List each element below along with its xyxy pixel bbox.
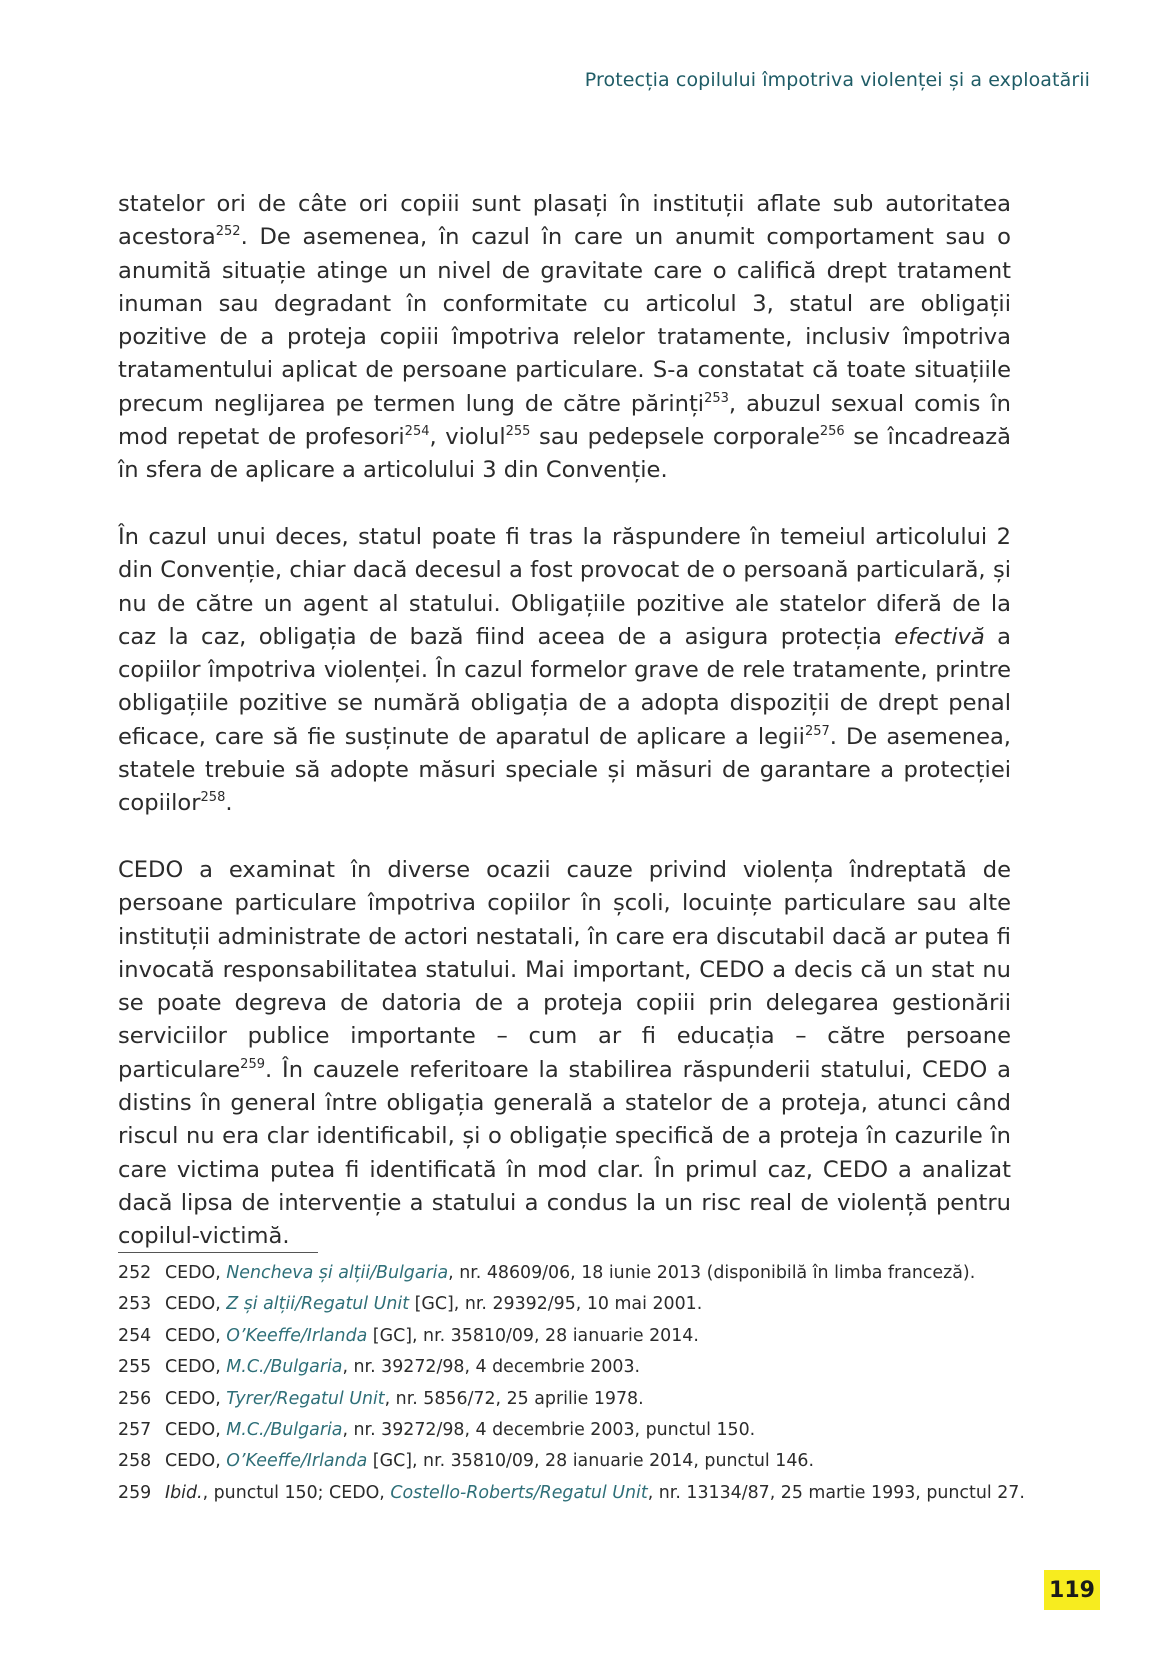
footnote-item bbox=[118, 1415, 1038, 1446]
case-name-link[interactable]: O’Keeffe/Irlanda bbox=[226, 1325, 368, 1346]
case-name-link[interactable]: Costello-Roberts/Regatul Unit bbox=[390, 1482, 648, 1503]
text-run: , abuzul sexual comis în mod repetat de profesori bbox=[118, 390, 1011, 451]
text-run: . bbox=[225, 790, 233, 817]
text-run: a copiilor împotriva violenței. În cazul formelor grave de rele tratamente, printre obligațiile pozitive se numără obligația de a adopta dispoziții de drept penal eficace, care să fie susținute de aparatul de aplicare a legii bbox=[118, 623, 1011, 750]
case-name-link[interactable]: O’Keeffe/Irlanda bbox=[226, 1451, 368, 1472]
text-run: , nr. 39272/98, 4 decembrie 2003, punctul 150. bbox=[342, 1420, 756, 1441]
case-name-link[interactable]: M.C./Bulgaria bbox=[226, 1357, 343, 1378]
text-run: , violul bbox=[429, 424, 506, 451]
footnote-item bbox=[118, 1258, 1038, 1289]
footnote-reference[interactable]: 257 bbox=[804, 723, 830, 739]
text-run: , nr. 13134/87, 25 martie 1993, punctul 27. bbox=[647, 1482, 1025, 1503]
footnote-number: 257 bbox=[118, 1420, 152, 1441]
footnote-reference[interactable]: 256 bbox=[819, 424, 845, 440]
footnote-number: 256 bbox=[118, 1388, 152, 1409]
emphasis-text: Ibid. bbox=[165, 1482, 203, 1503]
text-run: , nr. 39272/98, 4 decembrie 2003. bbox=[342, 1357, 641, 1378]
footnote-number: 258 bbox=[118, 1451, 152, 1472]
case-name-link[interactable]: Tyrer/Regatul Unit bbox=[226, 1388, 385, 1409]
footnote-reference[interactable]: 253 bbox=[704, 390, 729, 406]
footnote-number: 254 bbox=[118, 1325, 152, 1346]
footnote-item bbox=[118, 1321, 1038, 1352]
text-run: . De asemenea, statele trebuie să adopte măsuri speciale și măsuri de garantare a protecției copiilor bbox=[118, 723, 1011, 817]
paragraph bbox=[118, 854, 1011, 1254]
text-run: CEDO a examinat în diverse ocazii cauze privind violența îndreptată de persoane particulare împotriva copiilor în școli, locuințe particulare sau alte instituții administrate de actori nestatali, în care era discutabil dacă ar putea fi invocată responsabilitatea statului. Mai important, CEDO a decis că un stat nu se poate degreva de datoria de a proteja copiii prin delegarea gestionării serviciilor publice importante – cum ar fi educația – către persoane particulare bbox=[118, 856, 1011, 1083]
text-run: CEDO, bbox=[165, 1451, 227, 1472]
footnote-reference[interactable]: 254 bbox=[404, 424, 430, 440]
text-run: CEDO, bbox=[165, 1420, 227, 1441]
footnote-reference[interactable]: 259 bbox=[240, 1056, 265, 1072]
text-run: [GC], nr. 35810/09, 28 ianuarie 2014, punctul 146. bbox=[367, 1451, 814, 1472]
text-run: În cazul unui deces, statul poate fi tras la răspundere în temeiul articolului 2 din Convenție, chiar dacă decesul a fost provocat de o persoană particulară, și nu de către un agent al statului. Obligațiile pozitive ale statelor diferă de la caz la caz, obligația de bază fiind aceea de a asigura protecția bbox=[118, 523, 1011, 650]
text-run: sau pedepsele corporale bbox=[530, 424, 820, 451]
text-run: CEDO, bbox=[165, 1294, 227, 1315]
text-run: statelor ori de câte ori copiii sunt plasați în instituții aflate sub autoritatea acestora bbox=[118, 191, 1011, 251]
footnote-reference[interactable]: 255 bbox=[505, 424, 531, 440]
text-run: [GC], nr. 35810/09, 28 ianuarie 2014. bbox=[367, 1325, 699, 1346]
footnote-number: 253 bbox=[118, 1294, 152, 1315]
emphasis-text: efectivă bbox=[894, 623, 985, 650]
case-name-link[interactable]: M.C./Bulgaria bbox=[226, 1420, 343, 1441]
text-run: CEDO, bbox=[165, 1388, 227, 1409]
text-run: , punctul 150; CEDO, bbox=[202, 1482, 391, 1503]
text-run: , nr. 48609/06, 18 iunie 2013 (disponibilă în limba franceză). bbox=[448, 1263, 976, 1283]
case-name-link[interactable]: Nencheva și alții/Bulgaria bbox=[226, 1263, 449, 1283]
running-header: Protecția copilului împotriva violenței și a exploatării bbox=[584, 69, 1090, 91]
footnotes bbox=[118, 1258, 1038, 1509]
footnote-separator bbox=[118, 1252, 318, 1253]
footnote-number: 259 bbox=[118, 1482, 152, 1503]
text-run: , nr. 5856/72, 25 aprilie 1978. bbox=[384, 1388, 644, 1409]
text-run: [GC], nr. 29392/95, 10 mai 2001. bbox=[409, 1294, 703, 1315]
text-run: CEDO, bbox=[165, 1325, 227, 1346]
footnote-item bbox=[118, 1384, 1038, 1415]
footnote-item bbox=[118, 1352, 1038, 1383]
footnote-item bbox=[118, 1446, 1038, 1477]
text-run: se încadrează în sfera de aplicare a articolului 3 din Convenție. bbox=[118, 424, 1011, 484]
page-number: 119 bbox=[1044, 1570, 1100, 1610]
text-run: CEDO, bbox=[165, 1263, 227, 1283]
paragraph bbox=[118, 521, 1011, 821]
text-run: . De asemenea, în cazul în care un anumit comportament sau o anumită situație atinge un nivel de gravitate care o califică drept tratament inuman sau degradant în conformitate cu articolul 3, statul are obligații pozitive de a proteja copiii împotriva relelor tratamente, inclusiv împotriva tratamentului aplicat de persoane particulare. S-a constatat că toate situațiile precum neglijarea pe termen lung de către părinți bbox=[118, 224, 1011, 417]
text-run: . În cauzele referitoare la stabilirea răspunderii statului, CEDO a distins în general între obligația generală a statelor de a proteja, atunci când riscul nu era clar identificabil, și o obligație specifică de a proteja în cazurile în care victima putea fi identificată în mod clar. În primul caz, CEDO a analizat dacă lipsa de intervenție a statului a condus la un risc real de violență pentru copilul-victimă. bbox=[118, 1056, 1011, 1250]
main-text bbox=[118, 188, 1011, 1287]
case-name-link[interactable]: Z și alții/Regatul Unit bbox=[226, 1294, 410, 1315]
footnote-reference[interactable]: 258 bbox=[200, 790, 226, 806]
footnote-number: 252 bbox=[118, 1263, 152, 1283]
paragraph bbox=[118, 188, 1011, 488]
footnote-number: 255 bbox=[118, 1357, 152, 1378]
footnote-item bbox=[118, 1289, 1038, 1320]
text-run: CEDO, bbox=[165, 1357, 227, 1378]
footnote-reference[interactable]: 252 bbox=[215, 224, 241, 240]
footnote-item bbox=[118, 1478, 1038, 1509]
